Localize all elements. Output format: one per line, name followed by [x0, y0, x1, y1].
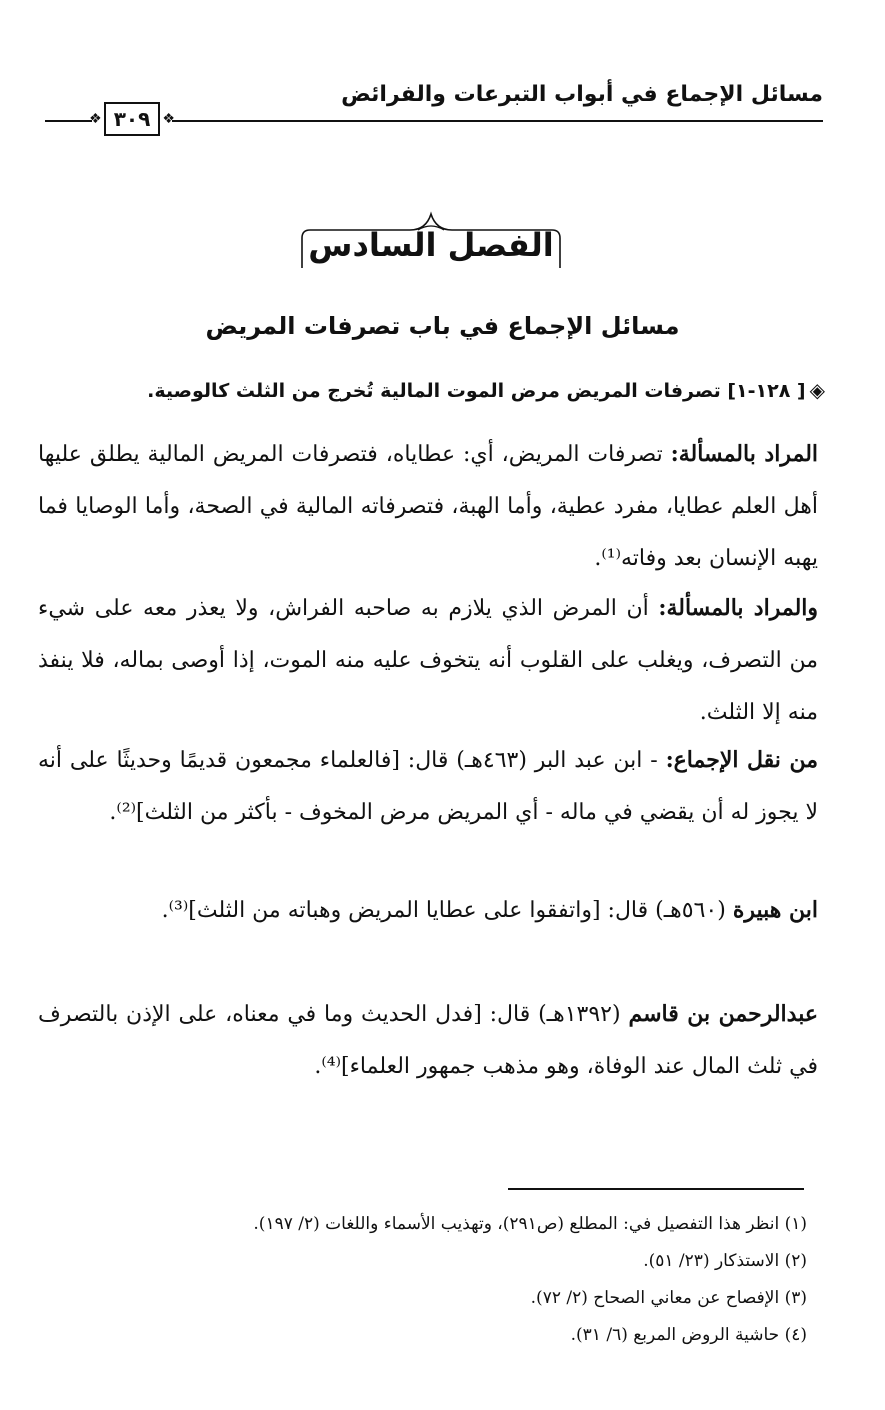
- footnote-2: (٢) الاستذكار (٢٣/ ٥١).: [643, 1251, 807, 1271]
- footnote-4: (٤) حاشية الروض المربع (٦/ ٣١).: [570, 1325, 807, 1345]
- footnote-1: (١) انظر هذا التفصيل في: المطلع (ص٢٩١)، وتهذيب الأسماء واللغات (٢/ ١٩٧).: [253, 1214, 807, 1234]
- ornament-right-icon: ❖: [162, 111, 175, 127]
- paragraph-text: تصرفات المريض، أي: عطاياه، فتصرفات المريض المالية يطلق عليها أهل العلم عطايا، مفرد عطية، وأما الهبة، فتصرفاته المالية في الصحة، وأما الوصايا فما يهبه الإنسان بعد وفاته⁽¹⁾.: [38, 442, 818, 571]
- paragraph-lead: من نقل الإجماع:: [665, 747, 818, 773]
- diamond-bullet-icon: ◈: [809, 378, 825, 402]
- footnote-3: (٣) الإفصاح عن معاني الصحاح (٢/ ٧٢).: [530, 1288, 807, 1308]
- paragraph-lead: عبدالرحمن بن قاسم: [628, 1001, 818, 1027]
- paragraph-text: - ابن عبد البر (٤٦٣هـ) قال: [فالعلماء مجمعون قديمًا وحديثًا على أنه لا يجوز له أن يقضي في ماله - أي المريض مرض المخوف - بأكثر من الثلث]⁽²⁾.: [38, 748, 818, 825]
- ornament-left-icon: ❖: [89, 111, 102, 127]
- paragraph-text: (١٣٩٢هـ) قال: [فدل الحديث وما في معناه، على الإذن بالتصرف في ثلث المال عند الوفاة، وهو مذهب جمهور العلماء]⁽⁴⁾.: [38, 1002, 818, 1079]
- paragraph-3: [38, 734, 818, 839]
- running-title: مسائل الإجماع في أبواب التبرعات والفرائض: [341, 82, 823, 107]
- paragraph-lead: المراد بالمسألة:: [670, 441, 819, 467]
- paragraph-4: [38, 884, 818, 937]
- paragraph-text: أن المرض الذي يلازم به صاحبه الفراش، ولا يعذر معه على شيء من التصرف، ويغلب على القلوب أنه يتخوف عليه منه الموت، إذا أوصى بماله، فلا ينفذ منه إلا الثلث.: [38, 596, 818, 725]
- footnote-rule: [508, 1188, 804, 1190]
- chapter-title: الفصل السادس: [308, 226, 554, 264]
- paragraph-5: [38, 988, 818, 1093]
- issue-heading: [147, 378, 825, 402]
- chapter-title-frame: [300, 208, 562, 270]
- paragraph-lead: والمراد بالمسألة:: [658, 595, 819, 621]
- footnotes: [253, 1206, 807, 1354]
- page-number-box: [89, 100, 175, 138]
- paragraph-1: [38, 428, 818, 585]
- paragraph-lead: ابن هبيرة: [732, 897, 818, 923]
- issue-heading-text: [ ١٢٨-١] تصرفات المريض مرض الموت المالية تُخرج من الثلث كالوصية.: [147, 380, 806, 402]
- section-title: مسائل الإجماع في باب تصرفات المريض: [205, 312, 680, 340]
- paragraph-2: [38, 582, 818, 739]
- paragraph-text: (٥٦٠هـ) قال: [واتفقوا على عطايا المريض وهباته من الثلث]⁽³⁾.: [161, 898, 733, 923]
- page-number: ٣٠٩: [104, 102, 161, 136]
